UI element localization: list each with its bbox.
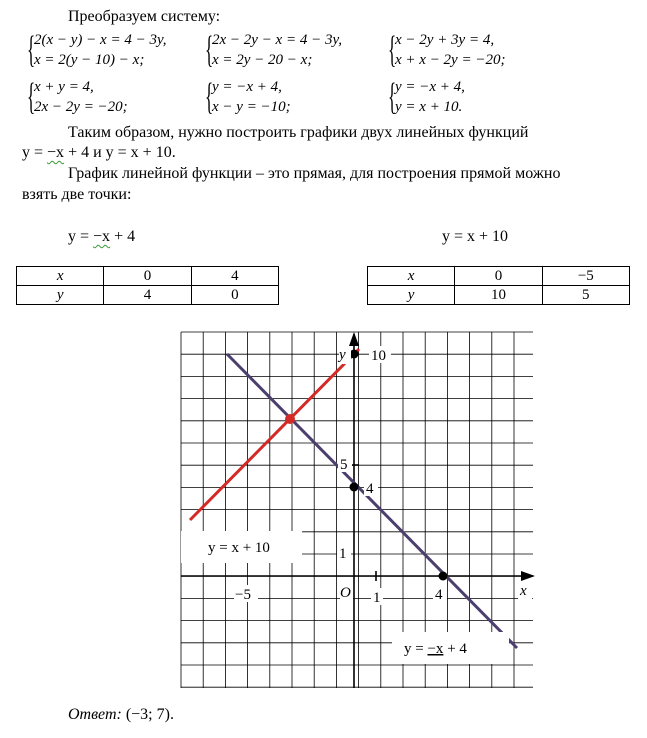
paragraph-2-line-1: График линейной функции – это прямая, для построения прямой можно — [68, 165, 561, 182]
table-cell: 4 — [104, 286, 191, 305]
text-segment: + 4 — [443, 641, 467, 657]
table-cell: 0 — [191, 286, 278, 305]
text-segment: + 4 и y = x + 10. — [64, 144, 176, 161]
brace: { — [388, 76, 397, 118]
table-cell: 0 — [104, 267, 191, 286]
system-1-eq-1: 2(x − y) − x = 4 − 3y, — [34, 32, 167, 48]
text-segment: y = — [22, 144, 48, 161]
answer-value: (−3; 7). — [121, 706, 174, 723]
y-tick-label-4: 4 — [366, 481, 374, 497]
intro-text: Преобразуем систему: — [68, 8, 221, 25]
system-6-eq-2: y = x + 10. — [395, 99, 463, 115]
system-1-eq-2: x = 2(y − 10) − x; — [34, 52, 145, 68]
answer-label: Ответ: — [68, 706, 122, 723]
text-segment: + 4 — [110, 228, 136, 245]
origin-label: O — [340, 585, 351, 601]
y-tick-label-5: 5 — [340, 457, 348, 473]
system-4-eq-2: 2x − 2y = −20; — [34, 99, 128, 115]
table-cell: y — [17, 286, 104, 305]
y-axis-label: y — [339, 347, 346, 363]
table-cell: 5 — [542, 286, 629, 305]
x-tick-label-4: 4 — [435, 587, 443, 603]
text-segment: y = — [404, 641, 428, 657]
system-5-eq-1: y = −x + 4, — [212, 79, 282, 95]
table-cell: 4 — [191, 267, 278, 286]
x-tick-label-1: 1 — [373, 590, 381, 606]
point-4-0 — [439, 572, 448, 581]
intersection-point — [285, 414, 295, 424]
text-segment-underlined: −x — [47, 144, 65, 161]
x-axis-arrow — [521, 571, 535, 581]
system-3-eq-2: x + x − 2y = −20; — [395, 52, 506, 68]
brace: { — [27, 76, 36, 118]
y-tick-label-10: 10 — [371, 348, 386, 364]
system-5-eq-2: x − y = −10; — [212, 99, 291, 115]
function-2-title: y = x + 10 — [442, 228, 509, 245]
system-2-eq-1: 2x − 2y − x = 4 − 3y, — [212, 32, 343, 48]
text-segment: y = — [68, 228, 94, 245]
x-tick-label-neg5: −5 — [235, 587, 251, 603]
table-cell: x — [368, 267, 455, 286]
line-label-neg-x-plus-4 — [404, 641, 467, 657]
system-3-eq-1: x − 2y + 3y = 4, — [395, 32, 495, 48]
table-cell: y — [368, 286, 455, 305]
table-cell: −5 — [542, 267, 629, 286]
answer — [68, 706, 174, 724]
text-segment-underlined: −x — [427, 641, 444, 657]
table-cell: x — [17, 267, 104, 286]
brace: { — [388, 29, 397, 71]
system-6-eq-1: y = −x + 4, — [395, 79, 465, 95]
brace: { — [205, 76, 214, 118]
point-0-4 — [350, 483, 359, 492]
y-axis-arrow — [349, 332, 359, 346]
x-axis-label: x — [520, 583, 527, 599]
system-2-eq-2: x = 2y − 20 − x; — [212, 52, 313, 68]
brace: { — [27, 29, 36, 71]
text-segment-underlined: −x — [93, 228, 111, 245]
line-label-x-plus-10: y = x + 10 — [208, 540, 270, 556]
table-cell: 10 — [455, 286, 542, 305]
brace: { — [205, 29, 214, 71]
table-cell: 0 — [455, 267, 542, 286]
y-tick-label-1: 1 — [339, 546, 347, 562]
paragraph-2-line-2: взять две точки: — [22, 186, 132, 203]
system-4-eq-1: x + y = 4, — [34, 79, 94, 95]
line-y-eq-x-plus-10 — [190, 349, 359, 520]
paragraph-1-line-1: Таким образом, нужно построить графики двух линейных функций — [68, 124, 529, 141]
